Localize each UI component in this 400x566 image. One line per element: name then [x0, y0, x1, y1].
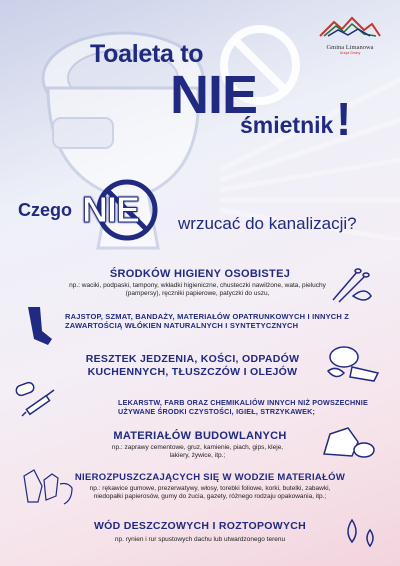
section-title: RESZTEK JEDZENIA, KOŚCI, ODPADÓW KUCHENNYCH, TŁUSZCZÓW I OLEJÓW	[85, 353, 300, 379]
question-part-2: NIE	[82, 189, 140, 230]
question-part-3: wrzucać do kanalizacji?	[178, 214, 357, 233]
tights-icon	[20, 305, 56, 347]
section-title: RAJSTOP, SZMAT, BANDAŻY, MATERIAŁÓW OPATRUNKOWYCH I INNYCH Z ZAWARTOŚCIĄ WŁÓKIEN NATURALNYCH I SYNTETYCZNYCH	[65, 312, 350, 330]
section-desc: np. rynien i rur spustowych dachu lub utwardzonego terenu	[114, 536, 286, 543]
pills-syringe-icon	[12, 378, 58, 424]
logo-subtitle: Urząd Gminy	[339, 51, 361, 55]
section-desc: np.: zaprawy cementowe, gruz, kamienie, piach, gips, kleje, lakiery, żywice, itp.;	[111, 444, 284, 460]
cotton-swabs-icon	[327, 266, 375, 306]
municipality-logo	[318, 16, 382, 55]
question-part-1: Czego	[18, 200, 72, 220]
food-waste-icon	[322, 343, 382, 383]
title-line-3: śmietnik	[240, 112, 334, 138]
section-desc: np.: rękawice gumowe, prezerwatywy, włosy, torebki foliowe, korki, butelki, zabawki, niedopałki papierosów, gumy do żucia, gazety, różnego rodzaju opakowania, itp.;	[89, 485, 331, 501]
section-title: MATERIAŁÓW BUDOWLANYCH	[113, 430, 287, 442]
title-exclamation: !	[336, 93, 352, 145]
stones-icon	[318, 420, 376, 460]
section-title: WÓD DESZCZOWYCH I ROZTOPOWYCH	[93, 520, 307, 532]
mountains-logo-icon	[318, 16, 382, 38]
section-desc: np.: waciki, podpaski, tampony, wkładki higieniczne, chusteczki nawilżone, wata, pieluchy (pampersy), ręczniki papierowe, patyczki do uszu,	[69, 282, 326, 298]
water-drops-icon	[340, 510, 380, 550]
section-title: ŚRODKÓW HIGIENY OSOBISTEJ	[109, 268, 291, 280]
gloves-bags-icon	[20, 466, 76, 510]
title-line-2: NIE	[170, 65, 258, 125]
section-textiles	[65, 312, 365, 330]
logo-name: Gmina Limanowa	[326, 44, 374, 51]
section-title: NIEROZPUSZCZAJĄCYCH SIĘ W WODZIE MATERIAŁÓW	[74, 472, 346, 483]
section-title: LEKARSTW, FARB ORAZ CHEMIKALIÓW INNYCH NIŻ POWSZECHNIE UŻYWANE ŚRODKI CZYSTOŚCI, IGIEŁ, STRZYKAWEK;	[118, 398, 368, 416]
section-medicine	[118, 399, 378, 416]
title-line-1: Toaleta to	[90, 40, 204, 68]
